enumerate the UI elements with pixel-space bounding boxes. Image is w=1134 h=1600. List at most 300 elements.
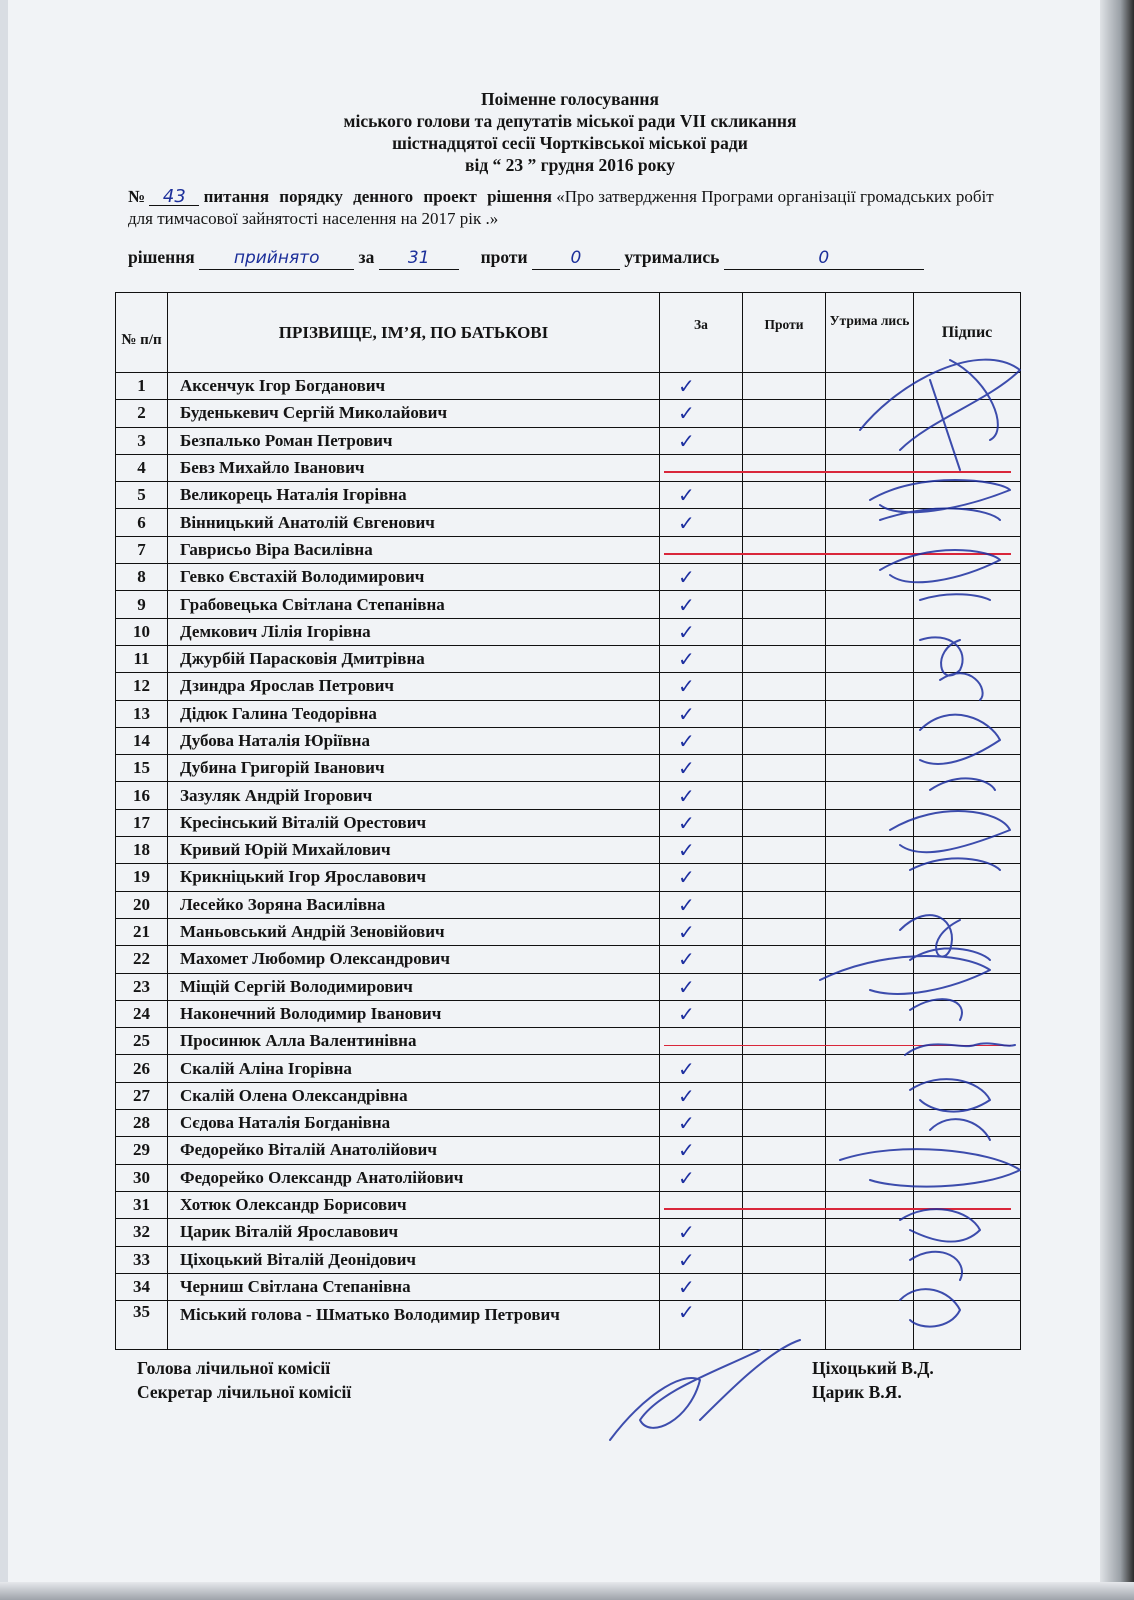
table-row [116,1082,1021,1109]
abstained-cell [826,946,914,973]
col-signature-header: Підпис [914,293,1021,373]
for-cell [660,1246,743,1273]
against-label: проти [480,247,528,267]
signature-cell [914,973,1021,1000]
check-mark-icon: ✓ [678,974,695,999]
abstained-cell [826,1246,914,1273]
check-mark-icon: ✓ [678,647,695,672]
secretary-name: Царик В.Я. [812,1382,902,1402]
header-date: від “ 23 ” грудня 2016 року [465,155,675,175]
deputy-name: Наконечний Володимир Іванович [168,1000,660,1027]
check-mark-icon: ✓ [678,1300,695,1325]
deputy-name: Бевз Михайло Іванович [168,454,660,481]
check-mark-icon: ✓ [678,510,695,535]
signature-cell [914,454,1021,481]
for-cell [660,482,743,509]
deputy-name: Великорець Наталія Ігорівна [168,482,660,509]
for-cell [660,837,743,864]
signature-cell [914,1273,1021,1300]
row-number: 6 [116,509,168,536]
absence-strike-line [664,1045,1011,1047]
signature-cell [914,536,1021,563]
check-mark-icon: ✓ [678,729,695,753]
deputy-name: Скалій Олена Олександрівна [168,1082,660,1109]
vote-rows [116,373,1021,1350]
deputy-name: Махомет Любомир Олександрович [168,946,660,973]
row-number: 14 [116,727,168,754]
deputy-name: Гевко Євстахій Володимирович [168,564,660,591]
row-number: 11 [116,645,168,672]
check-mark-icon: ✓ [678,783,695,808]
check-mark-icon: ✓ [678,1165,695,1190]
against-cell [743,427,826,454]
table-row [116,673,1021,700]
row-number: 32 [116,1219,168,1246]
check-mark-icon: ✓ [678,1247,695,1272]
for-cell [660,645,743,672]
signature-cell [914,1000,1021,1027]
check-mark-icon: ✓ [678,865,695,890]
chair-name: Ціхоцький В.Д. [812,1358,934,1378]
abstained-cell [826,1191,914,1218]
table-row [116,1164,1021,1191]
table-row [116,727,1021,754]
abstained-cell [826,1273,914,1300]
against-cell [743,645,826,672]
for-cell [660,673,743,700]
row-number: 3 [116,427,168,454]
for-cell [660,1055,743,1082]
abstained-label: утримались [624,247,720,267]
row-number: 17 [116,809,168,836]
for-cell [660,1137,743,1164]
against-cell [743,1055,826,1082]
check-mark-icon: ✓ [678,701,695,726]
table-row [116,973,1021,1000]
abstained-cell [826,400,914,427]
abstained-cell [826,727,914,754]
row-number: 22 [116,946,168,973]
check-mark-icon: ✓ [678,483,695,508]
abstained-cell [826,454,914,481]
row-number: 24 [116,1000,168,1027]
col-against-header: Проти [743,293,826,373]
abstained-cell [826,564,914,591]
row-number: 9 [116,591,168,618]
deputy-name: Безпалько Роман Петрович [168,427,660,454]
for-cell [660,1164,743,1191]
document-header [120,88,1020,176]
abstained-value: 0 [724,247,924,270]
against-cell [743,1246,826,1273]
table-row [116,1137,1021,1164]
deputy-name: Дзиндра Ярослав Петрович [168,673,660,700]
for-cell [660,1191,743,1218]
abstained-cell [826,536,914,563]
signature-cell [914,1082,1021,1109]
for-cell [660,1219,743,1246]
signature-cell [914,427,1021,454]
deputy-name: Кресінський Віталій Орестович [168,809,660,836]
abstained-cell [826,373,914,400]
for-value: 31 [379,247,459,270]
for-cell [660,1082,743,1109]
check-mark-icon: ✓ [678,1056,695,1081]
against-cell [743,673,826,700]
signature-cell [914,755,1021,782]
deputy-name: Міщій Сергій Володимирович [168,973,660,1000]
check-mark-icon: ✓ [678,374,695,399]
col-for-header: За [660,293,743,373]
against-cell [743,1082,826,1109]
signature-cell [914,591,1021,618]
check-mark-icon: ✓ [678,1220,695,1245]
for-cell [660,1110,743,1137]
for-cell [660,946,743,973]
deputy-name: Дідюк Галина Теодорівна [168,700,660,727]
against-cell [743,1137,826,1164]
row-number: 10 [116,618,168,645]
deputy-name: Просинюк Алла Валентинівна [168,1028,660,1055]
check-mark-icon: ✓ [678,1138,695,1163]
deputy-name: Гаврисьо Віра Василівна [168,536,660,563]
row-number: 23 [116,973,168,1000]
issue-number-value: 43 [149,189,199,206]
against-cell [743,1219,826,1246]
scan-right-edge [1100,0,1134,1600]
table-row [116,864,1021,891]
check-mark-icon: ✓ [678,920,695,945]
signature-cell [914,482,1021,509]
against-cell [743,1301,826,1350]
for-cell [660,918,743,945]
header-session: шістнадцятої сесії Чортківської міської ради [392,133,748,153]
check-mark-icon: ✓ [678,401,695,426]
for-cell [660,973,743,1000]
for-cell [660,782,743,809]
deputy-name: Скалій Аліна Ігорівна [168,1055,660,1082]
against-cell [743,509,826,536]
row-number: 13 [116,700,168,727]
against-cell [743,918,826,945]
check-mark-icon: ✓ [678,947,695,972]
abstained-cell [826,1028,914,1055]
signature-cell [914,864,1021,891]
signature-cell [914,700,1021,727]
abstained-cell [826,918,914,945]
against-cell [743,1000,826,1027]
abstained-cell [826,1055,914,1082]
against-cell [743,864,826,891]
abstained-cell [826,1219,914,1246]
signature-cell [914,1137,1021,1164]
for-cell [660,1028,743,1055]
against-cell [743,536,826,563]
abstained-cell [826,482,914,509]
table-row [116,1246,1021,1273]
check-mark-icon: ✓ [678,674,695,699]
decision-label: рішення [128,247,195,267]
decision-value: прийнято [199,247,354,270]
deputy-name: Міський голова - Шматько Володимир Петрович [168,1301,660,1350]
against-cell [743,564,826,591]
against-cell [743,973,826,1000]
check-mark-icon: ✓ [678,428,695,453]
abstained-cell [826,891,914,918]
row-number: 15 [116,755,168,782]
abstained-cell [826,1301,914,1350]
deputy-name: Маньовський Андрій Зеновійович [168,918,660,945]
against-cell [743,1110,826,1137]
against-cell [743,1164,826,1191]
commission-labels [137,1356,351,1404]
issue-text-bold: питання порядку денного проект рішення [203,187,552,206]
check-mark-icon: ✓ [678,565,695,590]
deputy-name: Хотюк Олександр Борисович [168,1191,660,1218]
abstained-cell [826,782,914,809]
table-row [116,918,1021,945]
table-row [116,1028,1021,1055]
table-row [116,645,1021,672]
deputy-name: Дубина Григорій Іванович [168,755,660,782]
row-number: 4 [116,454,168,481]
deputy-name: Кривий Юрій Михайлович [168,837,660,864]
against-cell [743,400,826,427]
table-row [116,946,1021,973]
table-row [116,591,1021,618]
row-number: 26 [116,1055,168,1082]
against-cell [743,591,826,618]
abstained-cell [826,1000,914,1027]
table-row [116,454,1021,481]
abstained-cell [826,1110,914,1137]
for-cell [660,373,743,400]
secretary-label: Секретар лічильної комісії [137,1382,352,1402]
signature-cell [914,782,1021,809]
deputy-name: Крикніцький Ігор Ярославович [168,864,660,891]
against-cell [743,1028,826,1055]
table-row [116,509,1021,536]
row-number: 12 [116,673,168,700]
abstained-cell [826,1164,914,1191]
signature-cell [914,564,1021,591]
against-cell [743,782,826,809]
for-cell [660,891,743,918]
row-number: 31 [116,1191,168,1218]
row-number: 20 [116,891,168,918]
for-cell [660,591,743,618]
row-number: 18 [116,837,168,864]
signature-cell [914,1055,1021,1082]
against-cell [743,618,826,645]
abstained-cell [826,864,914,891]
table-row [116,618,1021,645]
signature-cell [914,946,1021,973]
deputy-name: Черниш Світлана Степанівна [168,1273,660,1300]
signature-cell [914,1028,1021,1055]
vote-table [115,292,1021,1350]
against-cell [743,700,826,727]
signature-cell [914,1164,1021,1191]
deputy-name: Демкович Лілія Ігорівна [168,618,660,645]
signature-cell [914,373,1021,400]
against-cell [743,809,826,836]
table-row [116,482,1021,509]
deputy-name: Буденькевич Сергій Миколайович [168,400,660,427]
deputy-name: Лесейко Зоряна Василівна [168,891,660,918]
row-number: 34 [116,1273,168,1300]
row-number: 16 [116,782,168,809]
row-number: 2 [116,400,168,427]
signature-cell [914,673,1021,700]
row-number: 19 [116,864,168,891]
abstained-cell [826,1137,914,1164]
for-cell [660,700,743,727]
signature-cell [914,1191,1021,1218]
deputy-name: Джурбій Парасковія Дмитрівна [168,645,660,672]
abstained-cell [826,673,914,700]
abstained-cell [826,837,914,864]
row-number: 5 [116,482,168,509]
table-row [116,755,1021,782]
abstained-cell [826,645,914,672]
deputy-name: Зазуляк Андрій Ігорович [168,782,660,809]
signature-cell [914,1246,1021,1273]
row-number: 21 [116,918,168,945]
check-mark-icon: ✓ [678,1001,695,1026]
row-number: 25 [116,1028,168,1055]
check-mark-icon: ✓ [678,756,695,781]
for-cell [660,454,743,481]
table-row [116,536,1021,563]
abstained-cell [826,700,914,727]
chair-label: Голова лічильної комісії [137,1358,331,1378]
table-row [116,400,1021,427]
check-mark-icon: ✓ [678,592,695,617]
table-row [116,891,1021,918]
deputy-name: Вінницький Анатолій Євгенович [168,509,660,536]
table-row [116,809,1021,836]
against-cell [743,1273,826,1300]
deputy-name: Аксенчук Ігор Богданович [168,373,660,400]
against-cell [743,1191,826,1218]
table-row [116,1191,1021,1218]
for-cell [660,427,743,454]
deputy-name: Дубова Наталія Юріївна [168,727,660,754]
row-number: 1 [116,373,168,400]
scan-left-edge [0,0,8,1600]
agenda-item [128,186,1018,230]
for-cell [660,755,743,782]
table-row [116,1000,1021,1027]
col-num-header: № п/п [116,293,168,373]
table-row [116,1273,1021,1300]
check-mark-icon: ✓ [678,838,695,863]
signature-cell [914,891,1021,918]
issue-text: «Про затвердження Програми організації громадських робіт для тимчасової зайнятості населення на 2017 рік .» [128,187,994,228]
for-cell [660,536,743,563]
row-number: 27 [116,1082,168,1109]
for-cell [660,864,743,891]
deputy-name: Сєдова Наталія Богданівна [168,1110,660,1137]
abstained-cell [826,618,914,645]
row-number: 7 [116,536,168,563]
signature-cell [914,1110,1021,1137]
table-row [116,1219,1021,1246]
commission-names [812,1356,934,1404]
check-mark-icon: ✓ [678,810,695,835]
deputy-name: Федорейко Віталій Анатолійович [168,1137,660,1164]
check-mark-icon: ✓ [678,619,695,644]
table-row [116,373,1021,400]
signature-cell [914,918,1021,945]
signature-cell [914,1219,1021,1246]
header-subtitle: міського голови та депутатів міської ради VII скликання [343,111,797,131]
row-number: 28 [116,1110,168,1137]
col-name-header: ПРІЗВИЩЕ, ІМ’Я, ПО БАТЬКОВІ [168,293,660,373]
against-cell [743,454,826,481]
signature-cell [914,809,1021,836]
abstained-cell [826,427,914,454]
abstained-cell [826,1082,914,1109]
for-cell [660,400,743,427]
scan-bottom-edge [0,1582,1134,1600]
table-row [116,427,1021,454]
abstained-cell [826,809,914,836]
deputy-name: Федорейко Олександр Анатолійович [168,1164,660,1191]
absence-strike-line [664,1208,1011,1210]
table-row [116,837,1021,864]
deputy-name: Царик Віталій Ярославович [168,1219,660,1246]
table-row [116,700,1021,727]
table-row [116,782,1021,809]
signature-cell [914,837,1021,864]
for-label: за [358,247,375,267]
for-cell [660,509,743,536]
row-number: 33 [116,1246,168,1273]
issue-number-label: № [128,187,146,206]
signature-cell [914,1301,1021,1350]
row-number: 35 [116,1301,168,1350]
table-row [116,564,1021,591]
table-row [116,1055,1021,1082]
for-cell [660,618,743,645]
check-mark-icon: ✓ [678,1274,695,1299]
for-cell [660,1301,743,1350]
signature-cell [914,400,1021,427]
absence-strike-line [664,471,1011,473]
signature-cell [914,509,1021,536]
against-cell [743,482,826,509]
row-number: 8 [116,564,168,591]
against-cell [743,727,826,754]
for-cell [660,564,743,591]
row-number: 30 [116,1164,168,1191]
signature-cell [914,645,1021,672]
table-row [116,1110,1021,1137]
for-cell [660,809,743,836]
col-abstained-header: Утрима лись [826,293,914,373]
signature-cell [914,618,1021,645]
against-cell [743,373,826,400]
against-cell [743,837,826,864]
signature-cell [914,727,1021,754]
row-number: 29 [116,1137,168,1164]
abstained-cell [826,591,914,618]
decision-line [128,246,1018,270]
against-cell [743,891,826,918]
deputy-name: Грабовецька Світлана Степанівна [168,591,660,618]
